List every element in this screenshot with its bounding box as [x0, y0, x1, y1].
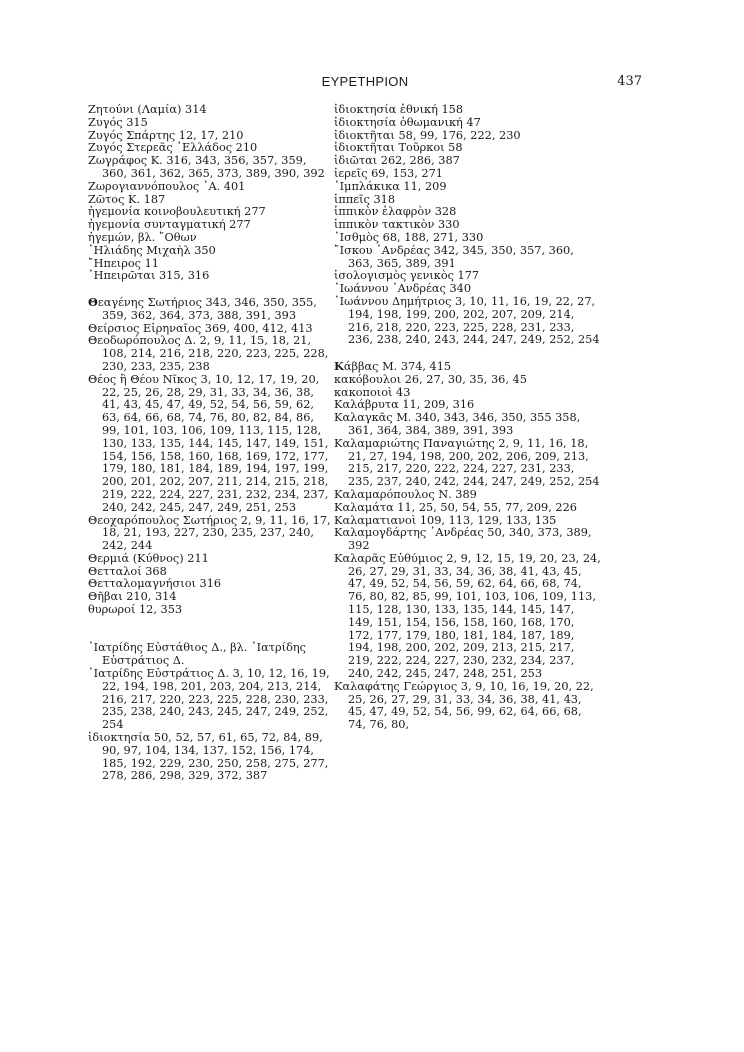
- index-entry-text: Ζωγράφος Κ. 316, 343, 356, 357, 359, 360, 361, 362, 365, 373, 389, 390, 392: [88, 154, 325, 180]
- section-initial: Θ: [88, 294, 98, 309]
- index-entry-text: ᾽Ηλιάδης Μιχαὴλ 350: [88, 243, 216, 257]
- section-initial: Κ: [334, 358, 344, 373]
- index-entry-text: εαγένης Σωτήριος 343, 346, 350, 355, 359, 362, 364, 373, 388, 391, 393: [97, 295, 317, 322]
- index-entry-text: Καλαμαριώτης Παναγιώτης 2, 9, 11, 16, 18, 21, 27, 194, 198, 200, 202, 206, 209, 213, 215, 217, 220, 222, 224, 227, 231, 233, 235, 237, 240, 242, 244, 247, 249, 252, 254: [334, 436, 600, 489]
- index-column-right: [334, 104, 602, 732]
- index-entry-text: ἡγεμονία συνταγματική 277: [88, 218, 251, 232]
- index-entry-text: ᾽Ιατρίδης Εὐστάθιος Δ., βλ. ᾽Ιατρίδης Εὐστράτιος Δ.: [88, 641, 306, 668]
- section-gap: [88, 283, 333, 296]
- index-entry-text: Καλαγκᾶς Μ. 340, 343, 346, 350, 355 358, 361, 364, 384, 389, 391, 393: [334, 411, 581, 437]
- index-entry-text: ἱππεῖς 318: [334, 192, 396, 206]
- index-entry-text: θυρωροί 12, 353: [88, 603, 183, 617]
- index-entry-text: ἰδιοκτῆται 58, 99, 176, 222, 230: [334, 128, 521, 142]
- index-entry-text: ῎Ισκου ᾽Ανδρέας 342, 345, 350, 357, 360, 363, 365, 389, 391: [334, 243, 574, 270]
- index-entry-text: Θέος ἢ Θέου Νῖκος 3, 10, 12, 17, 19, 20, 22, 25, 26, 28, 29, 31, 33, 34, 36, 38, 41, 43, 45, 47, 49, 52, 54, 56, 59, 62, 63, 64, 66, 68, 74, 76, 80, 82, 84, 86, 99, 101, 103, 106, 109, 113, 115, 128, 130, 133, 135, 144, 145, 147, 149, 151, 154, 156, 158, 160, 168, 169, 172, 177, 179, 180, 181, 184, 189, 194, 197, 199, 200, 201, 202, 207, 211, 214, 215, 218, 219, 222, 224, 227, 231, 232, 234, 237, 240, 242, 245, 247, 249, 251, 253: [88, 372, 329, 514]
- index-entry: [334, 438, 602, 489]
- index-entry-text: ἰδιοκτησία 50, 52, 57, 61, 65, 72, 84, 89, 90, 97, 104, 134, 137, 152, 156, 174, 185, 192, 229, 230, 250, 258, 275, 277, 278, 286, 298, 329, 372, 387: [88, 731, 329, 783]
- index-entry-text: Καλαματιανοὶ 109, 113, 129, 133, 135: [334, 513, 557, 527]
- index-entry-text: Ζυγός Σπάρτης 12, 17, 210: [88, 128, 244, 142]
- index-entry-text: ἰδιοκτῆται Τοῦρκοι 58: [334, 141, 463, 155]
- index-entry-text: ᾽Ηπειρῶται 315, 316: [88, 269, 210, 283]
- index-entry-text: Καλαρᾶς Εὐθύμιος 2, 9, 12, 15, 19, 20, 23, 24, 26, 27, 29, 31, 33, 34, 36, 38, 41, 43, 45, 47, 49, 52, 54, 56, 59, 62, 64, 66, 68, 74, 76, 80, 82, 85, 99, 101, 103, 106, 109, 113, 115, 128, 130, 133, 135, 144, 145, 147, 149, 151, 154, 156, 158, 160, 168, 170, 172, 177, 179, 180, 181, 184, 187, 189, 194, 198, 200, 202, 209, 213, 215, 217, 219, 222, 224, 227, 230, 232, 234, 237, 240, 242, 245, 247, 248, 251, 253: [334, 551, 601, 681]
- index-entry-text: Καλαμαρόπουλος Ν. 389: [334, 487, 477, 501]
- index-entry-text: Καλαμάτα 11, 25, 50, 54, 55, 77, 209, 226: [334, 500, 577, 514]
- index-entry-text: Ζυγός 315: [88, 115, 148, 129]
- index-entry-text: Καλάβρυτα 11, 209, 316: [334, 398, 475, 412]
- index-entry: [88, 296, 333, 323]
- section-gap: [88, 617, 333, 630]
- index-entry-text: Θετταλοί 368: [88, 564, 167, 578]
- index-entry-text: ἰσολογισμὸς γενικὸς 177: [334, 269, 480, 283]
- index-entry-text: ἰδιοκτησία ἐθνική 158: [334, 103, 464, 116]
- index-entry-text: Καλαμογδάρτης ᾽Ανδρέας 50, 340, 373, 389, 392: [334, 526, 592, 553]
- index-entry: [334, 245, 602, 271]
- index-entry-text: ἱερεῖς 69, 153, 271: [334, 166, 443, 180]
- index-entry-text: ἱππικὸν ἐλαφρὸν 328: [334, 205, 457, 219]
- index-entry-text: Καλαφάτης Γεώργιος 3, 9, 10, 16, 19, 20, 22, 25, 26, 27, 29, 31, 33, 34, 36, 38, 41, 43, 45, 47, 49, 52, 54, 56, 99, 62, 64, 66, 68, 74, 76, 80,: [334, 679, 594, 732]
- index-entry: [334, 681, 602, 732]
- index-entry: [334, 553, 602, 681]
- index-entry: [88, 335, 333, 373]
- page-number: 437: [617, 74, 642, 89]
- index-entry-text: Θείρσιος Εἰρηναῖος 369, 400, 412, 413: [88, 321, 313, 335]
- index-entry: [88, 270, 333, 283]
- index-entry: [88, 515, 333, 553]
- index-entry: [88, 155, 333, 181]
- index-entry-text: ῎Ηπειρος 11: [88, 256, 159, 270]
- index-entry-text: Θερμιά (Κύθνος) 211: [88, 551, 209, 565]
- index-entry-text: ἰδιοκτησία ὀθωμανική 47: [334, 115, 481, 129]
- index-entry-text: Θεοδωρόπουλος Δ. 2, 9, 11, 15, 18, 21, 108, 214, 216, 218, 220, 223, 225, 228, 230, 233, 235, 238: [88, 334, 329, 373]
- index-entry-text: κακόβουλοι 26, 27, 30, 35, 36, 45: [334, 372, 527, 386]
- index-entry-text: ᾽Ιατρίδης Εὐστράτιος Δ. 3, 10, 12, 16, 19, 22, 194, 198, 201, 203, 204, 213, 214, 216, 217, 220, 223, 225, 228, 230, 233, 235, 238, 240, 243, 245, 247, 249, 252, 254: [88, 667, 330, 732]
- index-entry-text: ἡγεμών, βλ. ῎Οθων: [88, 230, 197, 244]
- index-entry-text: ἱππικὸν τακτικὸν 330: [334, 218, 460, 232]
- index-entry-text: Ζωρογιαννόπουλος ᾽Α. 401: [88, 179, 246, 193]
- index-entry: [88, 604, 333, 617]
- index-entry-text: κακοποιοὶ 43: [334, 385, 411, 399]
- index-entry-text: Θεοχαρόπουλος Σωτήριος 2, 9, 11, 16, 17, 18, 21, 193, 227, 230, 235, 237, 240, 242, 244: [88, 513, 331, 553]
- index-entry-text: Ζητούνι (Λαμία) 314: [88, 103, 207, 116]
- index-entry-text: ἡγεμονία κοινοβουλευτική 277: [88, 205, 266, 219]
- index-entry: [88, 668, 333, 732]
- index-entry-text: ᾽Ιμπλάκικα 11, 209: [334, 179, 447, 193]
- index-entry-text: Θῆβαι 210, 314: [88, 590, 177, 604]
- index-entry-text: ᾽Ιωάννου Δημήτριος 3, 10, 11, 16, 19, 22, 27, 194, 198, 199, 200, 202, 207, 209, 214, 216, 218, 220, 223, 225, 228, 231, 233, 236, 238, 240, 243, 244, 247, 249, 252, 254: [334, 294, 600, 347]
- index-entry: [88, 642, 333, 668]
- section-gap: [334, 347, 602, 360]
- index-entry: [88, 732, 333, 783]
- index-entry-text: ἰδιῶται 262, 286, 387: [334, 154, 460, 168]
- index-entry-text: Θετταλομαγνήσιοι 316: [88, 577, 222, 591]
- index-column-left: [88, 104, 333, 783]
- page-header: [88, 74, 642, 92]
- index-entry: [334, 360, 602, 374]
- index-entry-text: άββας Μ. 374, 415: [343, 359, 452, 373]
- page-title: ΕΥΡΕΤΗΡΙΟΝ: [321, 74, 409, 89]
- index-entry-text: Ζυγός Στερεᾶς ῾Ελλάδος 210: [88, 141, 258, 155]
- index-entry-text: ᾽Ιωάννου ᾽Ανδρέας 340: [334, 282, 472, 296]
- index-entry-text: Ζῶτος Κ. 187: [88, 192, 166, 206]
- index-entry-text: ᾽Ισθμὸς 68, 188, 271, 330: [334, 230, 484, 244]
- index-entry: [88, 374, 333, 515]
- index-entry: [334, 296, 602, 347]
- index-entry: [334, 527, 602, 553]
- index-entry: [334, 412, 602, 438]
